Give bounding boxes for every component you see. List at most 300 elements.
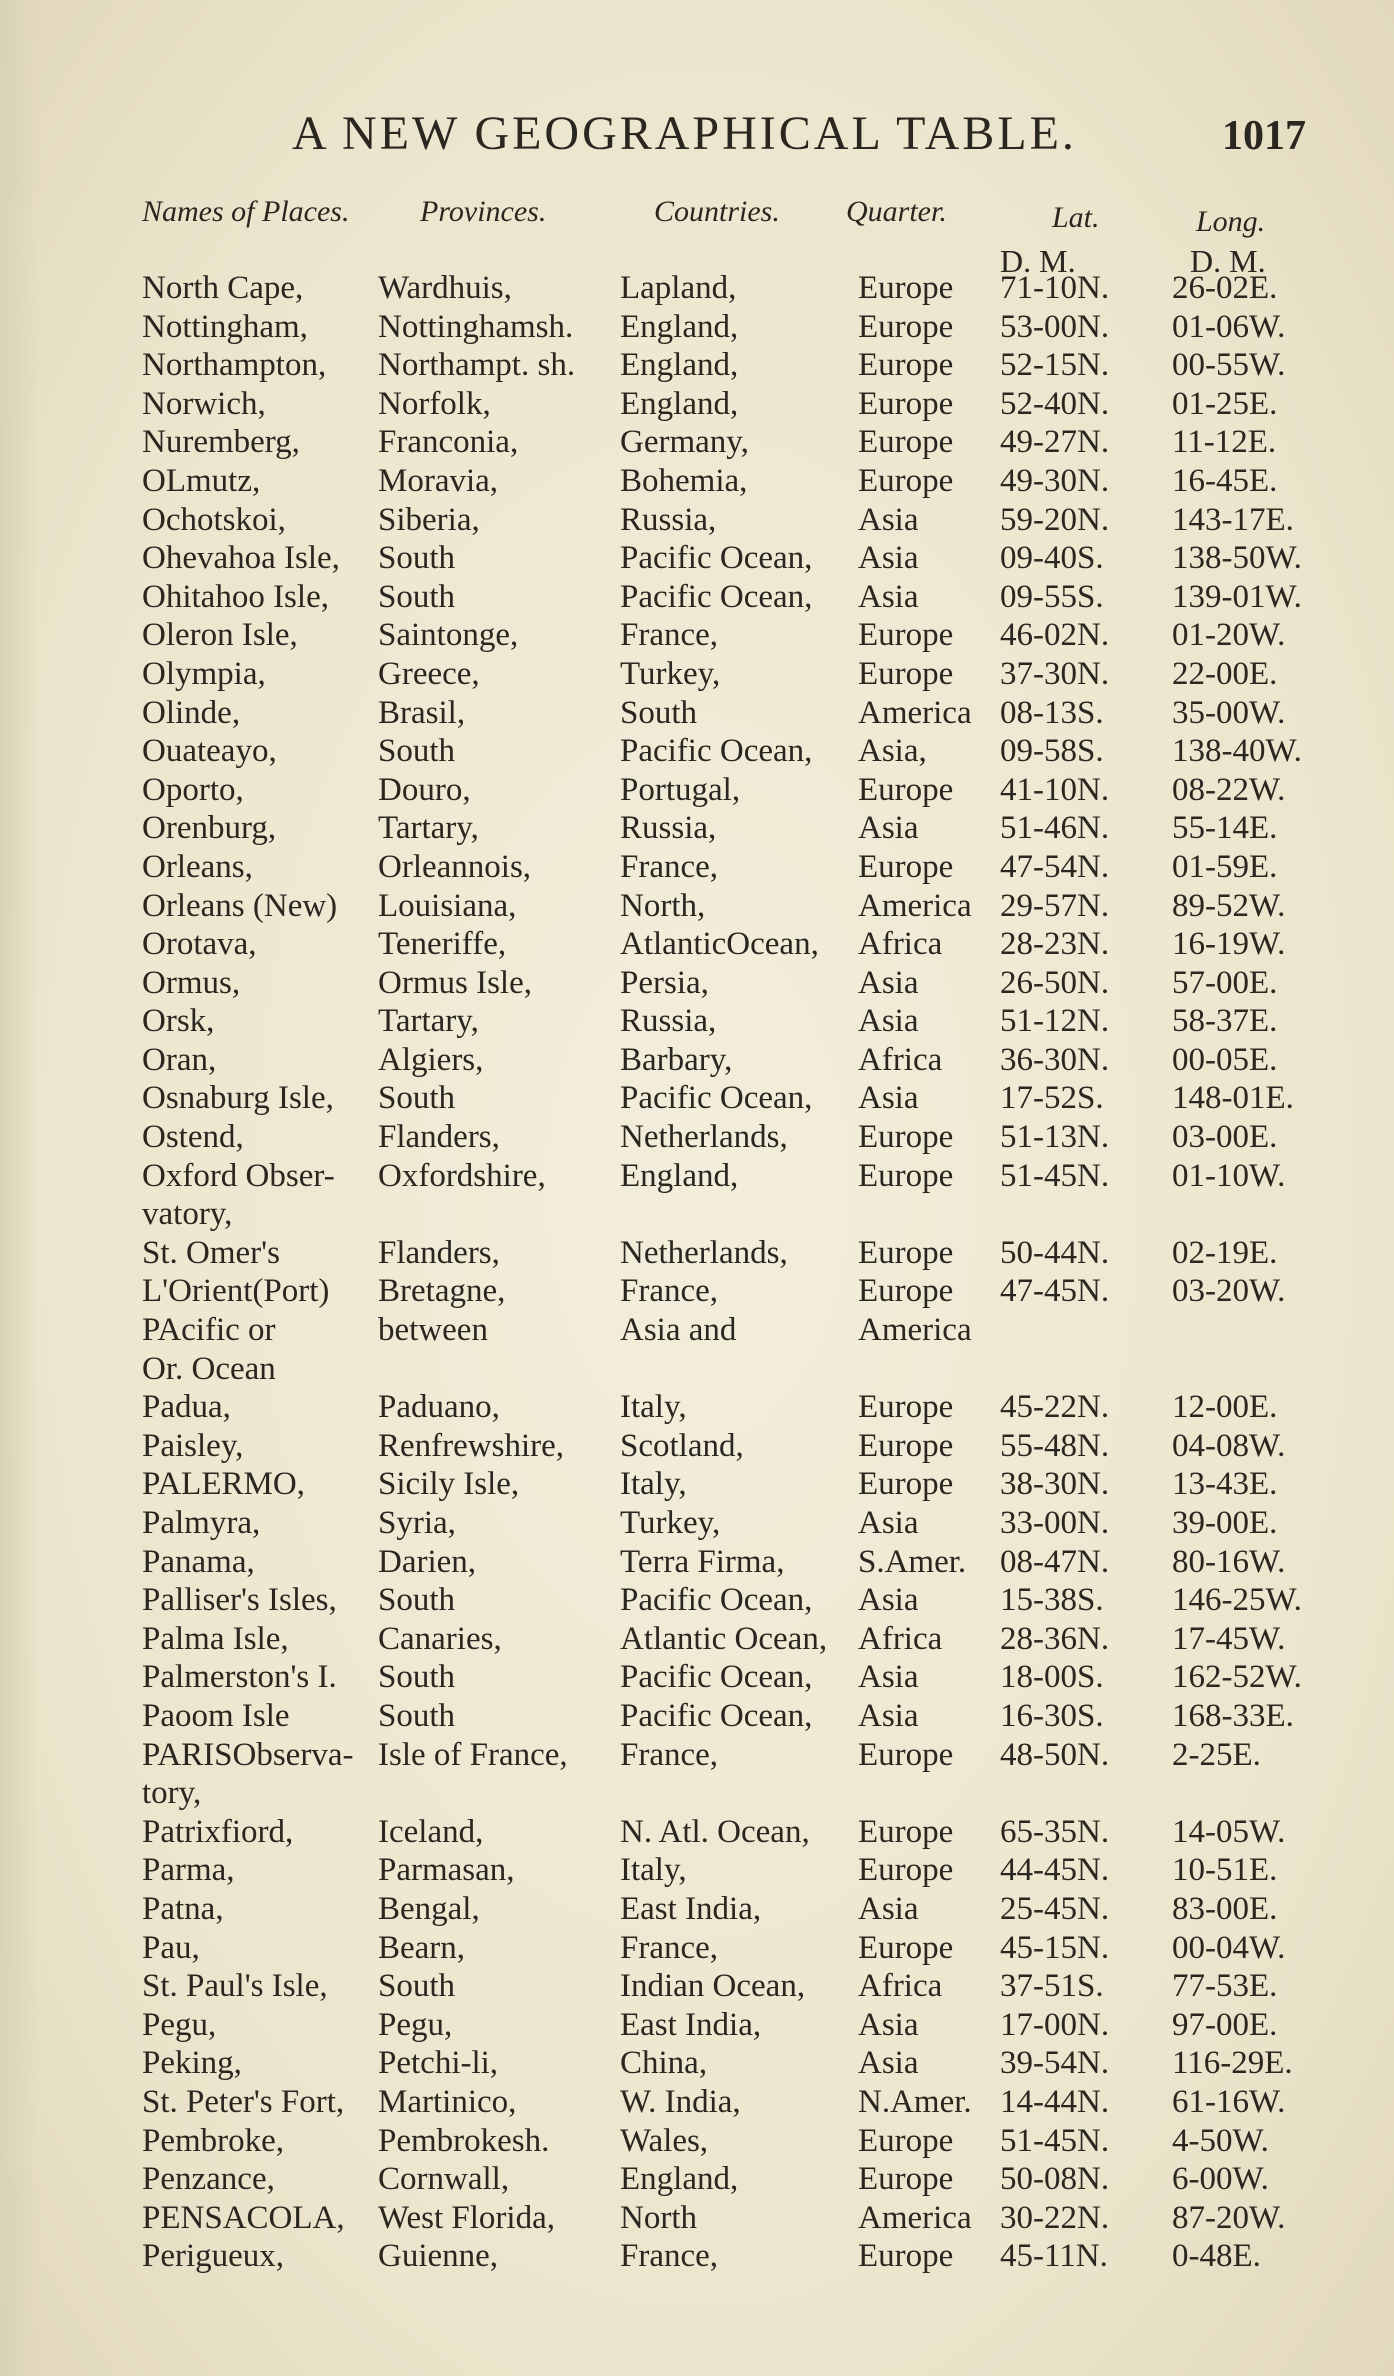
table-row: [0, 347, 1394, 386]
cell-province: Flanders,: [378, 1234, 500, 1271]
cell-province: Canaries,: [378, 1620, 502, 1657]
table-row: [0, 1119, 1394, 1158]
cell-name: St. Omer's: [142, 1234, 280, 1271]
table-row: [0, 965, 1394, 1004]
table-row: [0, 733, 1394, 772]
cell-country: South: [620, 694, 698, 731]
cell-country: England,: [620, 347, 739, 384]
table-row: [0, 1891, 1394, 1930]
table-row: [0, 656, 1394, 695]
column-header-long: Long.: [1196, 205, 1266, 238]
cell-lat: 36-30N.: [1000, 1041, 1110, 1078]
cell-lat: 49-27N.: [1000, 424, 1110, 461]
table-row: [0, 926, 1394, 965]
cell-province: Oxfordshire,: [378, 1157, 546, 1194]
cell-quarter: Europe: [858, 2122, 954, 2159]
table-row: [0, 1351, 1394, 1390]
cell-province: Bretagne,: [378, 1273, 506, 1310]
cell-lat: 29-57N.: [1000, 887, 1110, 924]
table-row: [0, 695, 1394, 734]
cell-province: South: [378, 1968, 456, 2005]
cell-name: Penzance,: [142, 2161, 275, 2198]
cell-country: France,: [620, 1929, 719, 1966]
cell-quarter: Europe: [858, 2238, 954, 2275]
table-row: [0, 1930, 1394, 1969]
cell-province: South: [378, 1080, 456, 1117]
cell-name: Ochotskoi,: [142, 501, 286, 538]
cell-province: Tartary,: [378, 1003, 479, 1040]
cell-long: 01-20W.: [1172, 617, 1286, 654]
cell-quarter: America: [858, 1312, 972, 1349]
cell-name: Paisley,: [142, 1427, 244, 1464]
table-row: [0, 386, 1394, 425]
cell-long: 80-16W.: [1172, 1543, 1286, 1580]
cell-lat: 49-30N.: [1000, 462, 1110, 499]
cell-quarter: Asia: [858, 1582, 919, 1619]
cell-name: Olinde,: [142, 694, 241, 731]
table-row: [0, 2007, 1394, 2046]
cell-lat: 14-44N.: [1000, 2083, 1110, 2120]
cell-province: Teneriffe,: [378, 926, 507, 963]
cell-name: Osnaburg Isle,: [142, 1080, 334, 1117]
cell-quarter: Asia: [858, 810, 919, 847]
cell-country: Netherlands,: [620, 1234, 788, 1271]
cell-province: Martinico,: [378, 2083, 517, 2120]
cell-name: Oxford Obser-: [142, 1157, 335, 1194]
column-header-provinces: Provinces.: [420, 195, 547, 228]
cell-quarter: Asia: [858, 1659, 919, 1696]
cell-long: 139-01W.: [1172, 578, 1302, 615]
cell-country: Turkey,: [620, 655, 721, 692]
cell-province: Paduano,: [378, 1389, 500, 1426]
cell-name: Northampton,: [142, 347, 327, 384]
cell-long: 148-01E.: [1172, 1080, 1294, 1117]
cell-province: Saintonge,: [378, 617, 519, 654]
cell-quarter: Europe: [858, 1929, 954, 1966]
cell-quarter: Europe: [858, 1813, 954, 1850]
table-row: [0, 1852, 1394, 1891]
cell-country: France,: [620, 617, 719, 654]
cell-name: St. Peter's Fort,: [142, 2083, 345, 2120]
cell-long: 10-51E.: [1172, 1852, 1278, 1889]
cell-quarter: Europe: [858, 308, 954, 345]
cell-country: France,: [620, 1736, 719, 1773]
cell-quarter: Europe: [858, 617, 954, 654]
cell-long: 58-37E.: [1172, 1003, 1278, 1040]
cell-country: Pacific Ocean,: [620, 1697, 813, 1734]
cell-lat: 51-46N.: [1000, 810, 1110, 847]
cell-long: 83-00E.: [1172, 1890, 1278, 1927]
table-row: [0, 2045, 1394, 2084]
cell-country: Wales,: [620, 2122, 709, 2159]
cell-province: Iceland,: [378, 1813, 484, 1850]
cell-lat: 46-02N.: [1000, 617, 1110, 654]
cell-quarter: America: [858, 2199, 972, 2236]
cell-country: W. India,: [620, 2083, 741, 2120]
cell-long: 138-50W.: [1172, 540, 1302, 577]
cell-province: Flanders,: [378, 1119, 500, 1156]
table-row: [0, 2084, 1394, 2123]
cell-quarter: America: [858, 694, 972, 731]
cell-province: Renfrewshire,: [378, 1427, 565, 1464]
cell-lat: 71-10N.: [1000, 270, 1110, 306]
cell-name: Oran,: [142, 1041, 217, 1078]
cell-name: tory,: [142, 1775, 202, 1812]
cell-province: Guienne,: [378, 2238, 499, 2275]
table-row: [0, 1544, 1394, 1583]
cell-province: Darien,: [378, 1543, 477, 1580]
cell-name: Oleron Isle,: [142, 617, 298, 654]
cell-province: Douro,: [378, 771, 471, 808]
cell-quarter: Europe: [858, 1427, 954, 1464]
cell-name: Oporto,: [142, 771, 244, 808]
cell-long: 12-00E.: [1172, 1389, 1278, 1426]
cell-lat: 47-45N.: [1000, 1273, 1110, 1310]
cell-province: Orleannois,: [378, 848, 532, 885]
cell-long: 00-04W.: [1172, 1929, 1286, 1966]
cell-quarter: Asia: [858, 501, 919, 538]
cell-quarter: Asia: [858, 1505, 919, 1541]
table-row: [0, 1737, 1394, 1776]
cell-name: L'Orient(Port): [142, 1273, 330, 1310]
cell-lat: 09-55S.: [1000, 578, 1104, 615]
cell-quarter: Africa: [858, 1968, 943, 2005]
cell-quarter: Asia: [858, 964, 919, 1001]
table-row: [0, 1698, 1394, 1737]
cell-lat: 44-45N.: [1000, 1852, 1110, 1889]
cell-name: Olympia,: [142, 655, 266, 692]
cell-lat: 50-44N.: [1000, 1234, 1110, 1271]
cell-quarter: Africa: [858, 926, 943, 963]
table-row: [0, 772, 1394, 811]
cell-lat: 09-40S.: [1000, 540, 1104, 577]
table-row: [0, 424, 1394, 463]
cell-lat: 33-00N.: [1000, 1505, 1110, 1541]
cell-country: Persia,: [620, 964, 709, 1001]
cell-long: 17-45W.: [1172, 1620, 1286, 1657]
cell-country: Pacific Ocean,: [620, 1659, 813, 1696]
cell-country: Russia,: [620, 1003, 717, 1040]
table-row: [0, 1968, 1394, 2007]
cell-long: 35-00W.: [1172, 694, 1286, 731]
table-row: [0, 1775, 1394, 1814]
cell-lat: 50-08N.: [1000, 2161, 1110, 2198]
table-row: [0, 1814, 1394, 1853]
cell-country: Turkey,: [620, 1505, 721, 1541]
cell-name: PAcific or: [142, 1312, 276, 1349]
cell-long: 2-25E.: [1172, 1736, 1261, 1773]
cell-country: Pacific Ocean,: [620, 733, 813, 770]
cell-country: France,: [620, 2238, 719, 2275]
cell-long: 0-48E.: [1172, 2238, 1261, 2275]
cell-country: Pacific Ocean,: [620, 540, 813, 577]
cell-province: Norfolk,: [378, 385, 491, 422]
cell-long: 55-14E.: [1172, 810, 1278, 847]
table-row: [0, 2200, 1394, 2239]
page-title: A NEW GEOGRAPHICAL TABLE.: [292, 107, 1077, 160]
cell-lat: 25-45N.: [1000, 1890, 1110, 1927]
column-header-names: Names of Places.: [142, 195, 350, 228]
cell-long: 61-16W.: [1172, 2083, 1286, 2120]
cell-long: 77-53E.: [1172, 1968, 1278, 2005]
cell-quarter: Europe: [858, 771, 954, 808]
cell-country: Italy,: [620, 1466, 687, 1503]
table-row: [0, 1621, 1394, 1660]
cell-quarter: America: [858, 887, 972, 924]
cell-country: North: [620, 2199, 697, 2236]
table-row: [0, 1042, 1394, 1081]
cell-province: Bengal,: [378, 1890, 480, 1927]
cell-long: 22-00E.: [1172, 655, 1278, 692]
cell-country: England,: [620, 1157, 739, 1194]
cell-long: 162-52W.: [1172, 1659, 1302, 1696]
cell-province: South: [378, 1697, 456, 1734]
cell-long: 03-20W.: [1172, 1273, 1286, 1310]
cell-lat: 15-38S.: [1000, 1582, 1104, 1619]
cell-province: South: [378, 1582, 456, 1619]
cell-lat: 53-00N.: [1000, 308, 1110, 345]
cell-lat: 09-58S.: [1000, 733, 1104, 770]
cell-name: Ouateayo,: [142, 733, 277, 770]
cell-name: Orleans (New): [142, 887, 338, 924]
cell-lat: 17-52S.: [1000, 1080, 1104, 1117]
cell-lat: 51-13N.: [1000, 1119, 1110, 1156]
table-row: [0, 579, 1394, 618]
cell-name: Ohitahoo Isle,: [142, 578, 329, 615]
cell-name: Ohevahoa Isle,: [142, 540, 340, 577]
cell-long: 89-52W.: [1172, 887, 1286, 924]
cell-long: 08-22W.: [1172, 771, 1286, 808]
cell-long: 01-06W.: [1172, 308, 1286, 345]
cell-name: Pembroke,: [142, 2122, 285, 2159]
cell-country: Netherlands,: [620, 1119, 788, 1156]
table-row: [0, 810, 1394, 849]
cell-long: 138-40W.: [1172, 733, 1302, 770]
cell-lat: 51-12N.: [1000, 1003, 1110, 1040]
cell-long: 02-19E.: [1172, 1234, 1278, 1271]
cell-name: Parma,: [142, 1852, 235, 1889]
cell-long: 116-29E.: [1172, 2045, 1293, 2082]
cell-country: Bohemia,: [620, 462, 748, 499]
cell-country: Portugal,: [620, 771, 741, 808]
cell-quarter: N.Amer.: [858, 2083, 972, 2120]
cell-lat: 52-40N.: [1000, 385, 1110, 422]
cell-lat: 16-30S.: [1000, 1697, 1104, 1734]
cell-name: PALERMO,: [142, 1466, 305, 1503]
cell-long: 01-25E.: [1172, 385, 1278, 422]
cell-long: 6-00W.: [1172, 2161, 1269, 2198]
cell-name: Patna,: [142, 1890, 224, 1927]
table-row: [0, 1273, 1394, 1312]
cell-lat: 39-54N.: [1000, 2045, 1110, 2082]
cell-quarter: Asia: [858, 1890, 919, 1927]
cell-long: 04-08W.: [1172, 1427, 1286, 1464]
cell-country: East India,: [620, 2006, 762, 2043]
cell-province: Sicily Isle,: [378, 1466, 520, 1503]
table-row: [0, 502, 1394, 541]
cell-name: Palma Isle,: [142, 1620, 289, 1657]
cell-quarter: Europe: [858, 1273, 954, 1310]
cell-name: North Cape,: [142, 270, 304, 306]
cell-quarter: Europe: [858, 347, 954, 384]
table-row: [0, 1659, 1394, 1698]
table-row: [0, 1505, 1394, 1544]
cell-quarter: Europe: [858, 270, 954, 306]
cell-lat: 08-13S.: [1000, 694, 1104, 731]
cell-name: Orleans,: [142, 848, 253, 885]
table-row: [0, 463, 1394, 502]
table-row: [0, 849, 1394, 888]
cell-quarter: Europe: [858, 1852, 954, 1889]
cell-province: Tartary,: [378, 810, 479, 847]
cell-name: Palmerston's I.: [142, 1659, 337, 1696]
cell-name: Orotava,: [142, 926, 257, 963]
cell-country: Lapland,: [620, 270, 737, 306]
cell-quarter: Asia,: [858, 733, 927, 770]
table-row: [0, 1389, 1394, 1428]
cell-long: 26-02E.: [1172, 270, 1278, 306]
cell-quarter: Asia: [858, 1697, 919, 1734]
table-row: [0, 1428, 1394, 1467]
table-row: [0, 540, 1394, 579]
cell-quarter: Europe: [858, 1157, 954, 1194]
cell-name: Panama,: [142, 1543, 255, 1580]
cell-lat: 17-00N.: [1000, 2006, 1110, 2043]
cell-quarter: Europe: [858, 2161, 954, 2198]
page-header: [0, 100, 1394, 170]
cell-lat: 52-15N.: [1000, 347, 1110, 384]
cell-name: Orenburg,: [142, 810, 277, 847]
cell-long: 01-10W.: [1172, 1157, 1286, 1194]
cell-country: Italy,: [620, 1389, 687, 1426]
cell-lat: 55-48N.: [1000, 1427, 1110, 1464]
table-row: [0, 2123, 1394, 2162]
cell-province: Algiers,: [378, 1041, 484, 1078]
table-row: [0, 1196, 1394, 1235]
cell-province: South: [378, 540, 456, 577]
cell-province: Bearn,: [378, 1929, 466, 1966]
cell-quarter: Europe: [858, 1466, 954, 1503]
cell-long: 57-00E.: [1172, 964, 1278, 1001]
table-row: [0, 1080, 1394, 1119]
cell-long: 11-12E.: [1172, 424, 1277, 461]
cell-name: PENSACOLA,: [142, 2199, 345, 2236]
cell-country: N. Atl. Ocean,: [620, 1813, 810, 1850]
cell-province: South: [378, 1659, 456, 1696]
cell-name: vatory,: [142, 1196, 233, 1233]
cell-country: France,: [620, 1273, 719, 1310]
cell-province: Pembrokesh.: [378, 2122, 550, 2159]
cell-name: Ostend,: [142, 1119, 244, 1156]
cell-long: 00-05E.: [1172, 1041, 1278, 1078]
cell-country: Indian Ocean,: [620, 1968, 806, 2005]
cell-province: Parmasan,: [378, 1852, 515, 1889]
cell-lat: 28-23N.: [1000, 926, 1110, 963]
cell-country: Russia,: [620, 501, 717, 538]
cell-country: England,: [620, 308, 739, 345]
cell-country: Pacific Ocean,: [620, 578, 813, 615]
cell-name: PARISObserva-: [142, 1736, 354, 1773]
cell-name: Orsk,: [142, 1003, 215, 1040]
table-row: [0, 1158, 1394, 1197]
cell-long: 143-17E.: [1172, 501, 1294, 538]
cell-long: 00-55W.: [1172, 347, 1286, 384]
cell-country: Scotland,: [620, 1427, 744, 1464]
table-row: [0, 1582, 1394, 1621]
cell-quarter: Europe: [858, 462, 954, 499]
cell-country: Pacific Ocean,: [620, 1582, 813, 1619]
table-row: [0, 309, 1394, 348]
cell-province: Ormus Isle,: [378, 964, 532, 1001]
cell-province: Cornwall,: [378, 2161, 510, 2198]
cell-long: 03-00E.: [1172, 1119, 1278, 1156]
table-row: [0, 1312, 1394, 1351]
column-header-quarter: Quarter.: [846, 195, 947, 228]
cell-long: 01-59E.: [1172, 848, 1278, 885]
cell-country: Pacific Ocean,: [620, 1080, 813, 1117]
cell-lat: 08-47N.: [1000, 1543, 1110, 1580]
cell-lat: 59-20N.: [1000, 501, 1110, 538]
cell-name: Peking,: [142, 2045, 242, 2082]
cell-lat: 48-50N.: [1000, 1736, 1110, 1773]
cell-name: Or. Ocean: [142, 1350, 276, 1387]
cell-lat: 65-35N.: [1000, 1813, 1110, 1850]
table-row: [0, 2238, 1394, 2277]
cell-lat: 38-30N.: [1000, 1466, 1110, 1503]
cell-name: Nuremberg,: [142, 424, 300, 461]
cell-long: 146-25W.: [1172, 1582, 1302, 1619]
table-row: [0, 617, 1394, 656]
cell-quarter: S.Amer.: [858, 1543, 967, 1580]
cell-province: Franconia,: [378, 424, 519, 461]
cell-quarter: Asia: [858, 1080, 919, 1117]
cell-name: St. Paul's Isle,: [142, 1968, 328, 2005]
cell-name: Palmyra,: [142, 1505, 261, 1541]
cell-province: between: [378, 1312, 488, 1349]
cell-lat: 18-00S.: [1000, 1659, 1104, 1696]
cell-province: West Florida,: [378, 2199, 555, 2236]
cell-long: 16-19W.: [1172, 926, 1286, 963]
cell-country: Atlantic Ocean,: [620, 1620, 828, 1657]
page-number: 1017: [1222, 113, 1306, 159]
cell-province: Syria,: [378, 1505, 456, 1541]
table-row: [0, 1466, 1394, 1505]
cell-long: 87-20W.: [1172, 2199, 1286, 2236]
cell-name: OLmutz,: [142, 462, 261, 499]
cell-lat: 30-22N.: [1000, 2199, 1110, 2236]
cell-lat: 26-50N.: [1000, 964, 1110, 1001]
cell-long: 16-45E.: [1172, 462, 1278, 499]
cell-country: England,: [620, 385, 739, 422]
column-header-lat: Lat.: [1052, 201, 1100, 234]
cell-province: Northampt. sh.: [378, 347, 576, 384]
cell-lat: 45-22N.: [1000, 1389, 1110, 1426]
cell-country: East India,: [620, 1890, 762, 1927]
cell-name: Patrixfiord,: [142, 1813, 294, 1850]
cell-province: Siberia,: [378, 501, 480, 538]
cell-long: 14-05W.: [1172, 1813, 1286, 1850]
cell-name: Pegu,: [142, 2006, 217, 2043]
cell-quarter: Europe: [858, 848, 954, 885]
cell-quarter: Europe: [858, 1119, 954, 1156]
table-row: [0, 270, 1394, 309]
cell-quarter: Africa: [858, 1620, 943, 1657]
cell-lat: 37-51S.: [1000, 1968, 1104, 2005]
cell-name: Perigueux,: [142, 2238, 285, 2275]
cell-province: Wardhuis,: [378, 270, 512, 306]
cell-province: Greece,: [378, 655, 480, 692]
column-sub-lat: D. M.: [1000, 243, 1076, 279]
